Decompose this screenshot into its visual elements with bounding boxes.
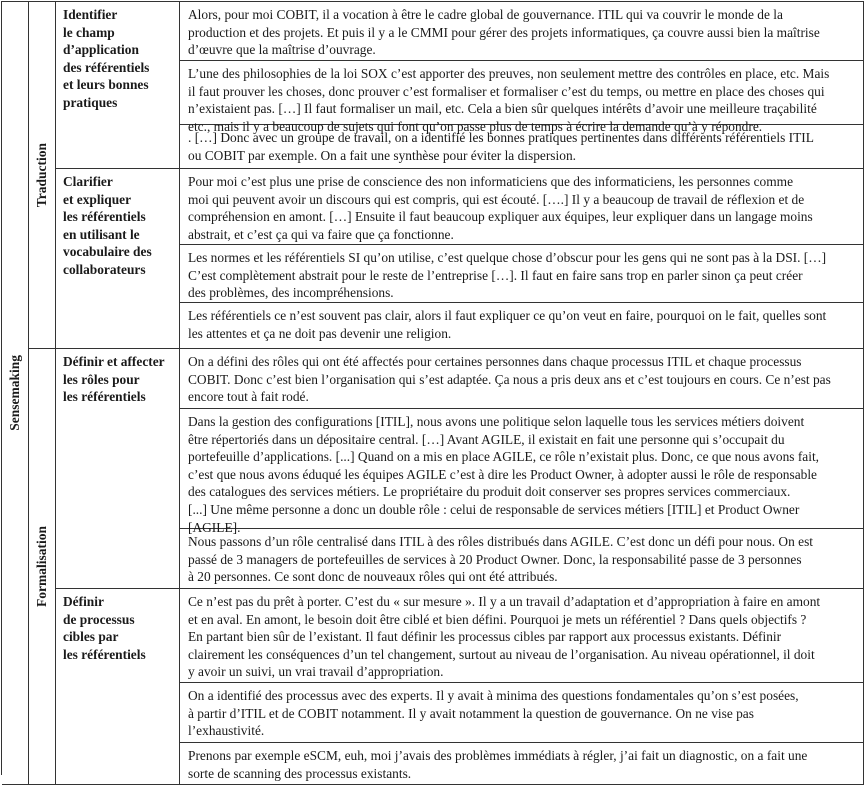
quote-line: compréhension en amont. […] Ensuite il faut beaucoup expliquer aux équipes, leur expliquer dans un langage moins: [188, 209, 813, 225]
sensemaking-label: Sensemaking: [7, 355, 22, 431]
criterion-title-line: Identifier: [63, 7, 118, 22]
traduction-label: Traduction: [34, 142, 49, 208]
quote-line: l’exhaustivité.: [188, 723, 265, 739]
criterion-title-line: d’application: [63, 42, 139, 57]
quote-line: Les normes et les référentiels SI qu’on utilise, c’est quelque chose d’obscur pour les gens qui ne sont pas à la DSI. […]: [188, 250, 827, 265]
quote-line: clairement les conséquences d’un tel changement, surtout au niveau de l’organisation. Au niveau opérationnel, il doit: [188, 646, 815, 662]
quote-cell: [180, 743, 864, 785]
criterion-definir-roles: [56, 349, 180, 589]
quote-cell: [180, 409, 864, 535]
criterion-title-line: les rôles pour: [63, 371, 140, 387]
quote-cell: [180, 589, 864, 683]
sensemaking-table: [1, 1, 864, 781]
quote-cell: [180, 349, 864, 409]
quote-cell: [180, 61, 864, 134]
criterion-title-line: le champ: [63, 24, 115, 40]
criterion-title-line: les référentiels: [63, 646, 146, 662]
criterion-identifier: [56, 2, 180, 169]
criterion-title-line: pratiques: [63, 94, 118, 110]
quote-line: etc., mais il y a beaucoup de sujets qui font qu’on passe plus de temps à écrire la demande qu’à y répondre.: [188, 118, 763, 134]
criterion-title-line: et expliquer: [63, 191, 132, 207]
quote-line: c’est que nous avons éduqué les équipes AGILE c’est à dire les Product Owner, à adopter aussi le rôle de responsable: [188, 466, 817, 482]
quote-line: il faut prouver les choses, donc prouver c’est formaliser et formaliser c’est du temps, ou mettre en place des choses qui: [188, 83, 825, 99]
quote-cell: [180, 683, 864, 743]
quote-line: Les référentiels ce n’est souvent pas clair, alors il faut expliquer ce qu’on veut en faire, pourquoi on le fait, quelles sont: [188, 308, 827, 323]
quote-line: Prenons par exemple eSCM, euh, moi j’avais des problèmes immédiats à régler, j’ai fait un diagnostic, on a fait une: [188, 748, 808, 763]
quote-line: On a défini des rôles qui ont été affectés pour certaines personnes dans chaque processus ITIL et chaque processus: [188, 354, 802, 369]
quote-cell: [180, 125, 864, 169]
criterion-title-line: collaborateurs: [63, 261, 146, 277]
criterion-title-line: Définir et affecter: [63, 354, 165, 369]
criterion-definir-processus: [56, 589, 180, 785]
quote-line: Nous passons d’un rôle centralisé dans ITIL à des rôles distribués dans AGILE. C’est donc un défi pour nous. On est: [188, 534, 814, 549]
criterion-title-line: vocabulaire des: [63, 244, 152, 259]
sensemaking-label-cell: [2, 2, 29, 785]
criterion-title-line: cibles par: [63, 629, 119, 644]
quote-line: COBIT. Donc c’est bien l’organisation qui s’est adaptée. Ça nous a pris deux ans et c’est toujours en cours. Ce n’est pas: [188, 371, 831, 387]
quote-line: à partir d’ITIL et de COBIT notamment. Il y avait notamment la question de gouvernance. On ne vise pas: [188, 705, 754, 721]
quote-line: Ce n’est pas du prêt à porter. C’est du « sur mesure ». Il y a un travail d’adaptation et d’appropriation à faire en amont: [188, 594, 821, 609]
quote-line: à 20 personnes. Ce sont donc de nouveaux rôles qui ont été attribués.: [188, 569, 558, 585]
criterion-clarifier: [56, 169, 180, 349]
quote-cell: [180, 529, 864, 589]
quote-line: production et des projets. Et puis il y a le CMMI pour gérer des projets informatiques, ça couvre aussi bien la maîtrise: [188, 24, 820, 40]
quote-line: passé de 3 managers de portefeuilles de services à 20 Product Owner. Donc, la responsabilité passe de 3 personnes: [188, 551, 802, 567]
quote-line: Dans la gestion des configurations [ITIL], nous avons une politique selon laquelle tous les services métiers doivent: [188, 414, 805, 429]
criterion-title-line: en utilisant le: [63, 226, 140, 242]
quote-cell: [180, 2, 864, 61]
quote-line: et en aval. En amont, le besoin doit être ciblé et bien défini. Pourquoi je mets un référentiel ? Dans quels objectifs ?: [188, 611, 807, 627]
quote-cell: [180, 303, 864, 349]
quote-line: n’existaient pas. […] Il faut formaliser un mail, etc. Cela a bien sûr quelques intérêts d’avoir une meilleure traçabilité: [188, 101, 817, 117]
quote-line: En partant bien sûr de l’existant. Il faut définir les processus cibles par rapport aux processus existants. Définir: [188, 629, 782, 645]
quote-line: [...] Une même personne a donc un double rôle : celui de responsable de services métiers [ITIL] et Product Owner: [188, 501, 800, 517]
quote-line: encore tout à fait rodé.: [188, 389, 309, 405]
formalisation-label-cell: [29, 349, 56, 785]
quote-line: . […] Donc avec un groupe de travail, on a identifié les bonnes pratiques pertinentes dans différents référentiels ITIL: [188, 130, 814, 145]
formalisation-label: Formalisation: [34, 526, 49, 607]
quote-line: des catalogues des services métiers. Le propriétaire du produit doit conserver ses propres services commerciaux.: [188, 484, 791, 500]
criterion-title-line: les référentiels: [63, 209, 146, 224]
quote-cell: [180, 169, 864, 245]
traduction-label-cell: [29, 2, 56, 349]
quote-line: [AGILE].: [188, 519, 241, 535]
quote-line: abstrait, et c’est ça qui va faire que ça fonctionne.: [188, 226, 454, 242]
quote-line: On a identifié des processus avec des experts. Il y avait à minima des questions fondamentales qu’on s’est posées,: [188, 688, 799, 703]
quote-line: C’est complètement abstrait pour le reste de l’entreprise […]. Il faut en faire sans trop en parler sinon ça peut créer: [188, 267, 803, 283]
quote-line: être répertoriés dans un dépositaire central. […] Avant AGILE, il existait en fait une personne qui s’occupait du: [188, 431, 785, 447]
quote-line: L’une des philosophies de la loi SOX c’est apporter des preuves, non seulement mettre des contrôles en place, etc. Mais: [188, 66, 830, 81]
criterion-title-line: de processus: [63, 611, 135, 627]
quote-line: les attentes et ça ne doit pas devenir une religion.: [188, 325, 452, 341]
quote-line: ou COBIT par exemple. On a fait une synthèse pour éviter la dispersion.: [188, 147, 576, 163]
criterion-title-line: et leurs bonnes: [63, 77, 149, 92]
criterion-title-line: Définir: [63, 594, 104, 609]
criterion-title-line: des référentiels: [63, 59, 150, 75]
quote-line: des problèmes, des incompréhensions.: [188, 285, 394, 301]
quote-line: y avoir un suivi, un vrai travail d’appropriation.: [188, 664, 444, 680]
quote-line: portefeuille d’applications. [...] Quand on a mis en place AGILE, ce rôle n’existait plus. Donc, ce que nous avons fait,: [188, 449, 820, 465]
quote-cell: [180, 245, 864, 303]
criterion-title-line: les référentiels: [63, 389, 146, 404]
quote-line: Alors, pour moi COBIT, il a vocation à être le cadre global de gouvernance. ITIL qui va couvrir le monde de la: [188, 7, 783, 22]
quote-line: Pour moi c’est plus une prise de conscience des non informaticiens que des informaticiens, les personnes comme: [188, 174, 794, 189]
quote-line: sorte de scanning des processus existants.: [188, 765, 412, 781]
quote-line: moi qui peuvent avoir un discours qui est compris, qui est écouté. [….] Il y a beaucoup de travail de réflexion et de: [188, 191, 805, 207]
criterion-title-line: Clarifier: [63, 174, 113, 189]
quote-line: d’œuvre que la maîtrise d’ouvrage.: [188, 42, 376, 58]
